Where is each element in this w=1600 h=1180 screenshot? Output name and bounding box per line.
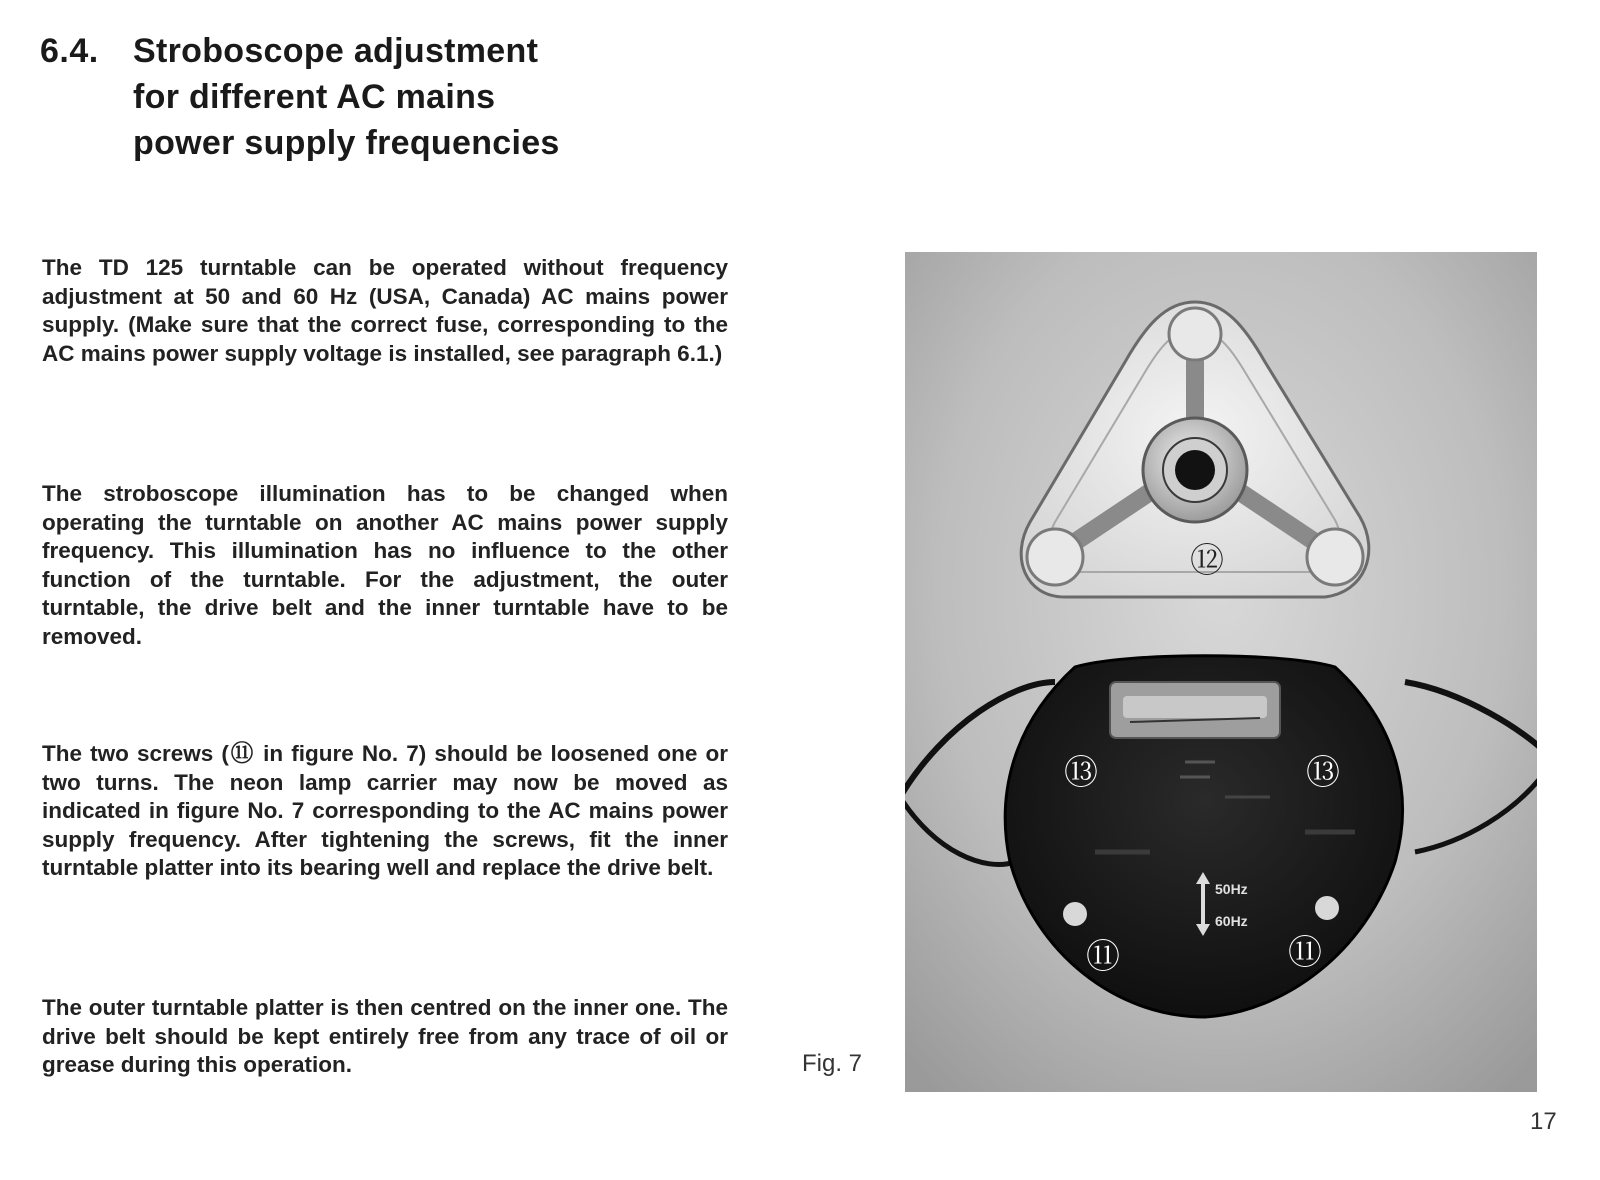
- callout-13-left: ⑬: [1064, 753, 1098, 793]
- callout-12: ⑫: [1190, 541, 1224, 581]
- callout-13-right: ⑬: [1306, 753, 1340, 793]
- figure-7-photo: [905, 252, 1537, 1092]
- callout-11-right: ⑪: [1288, 933, 1322, 973]
- section-heading: [133, 28, 753, 166]
- figure-label: Fig. 7: [802, 1050, 863, 1077]
- freq-label-50hz: 50Hz: [1215, 881, 1248, 897]
- paragraph-screw-adjustment: The two screws (⑪ in figure No. 7) should be loosened one or two turns. The neon lamp carrier may now be moved as indicated in figure No. 7 corresponding to the AC mains power supply frequency. After tightening the screws, fit the inner turntable platter into its bearing well and replace the drive belt.: [42, 741, 728, 880]
- heading-line-3: power supply frequencies: [133, 124, 560, 162]
- heading-line-1: Stroboscope adjustment: [133, 32, 539, 70]
- heading-line-2: for different AC mains: [133, 78, 496, 116]
- page-number: 17: [1530, 1108, 1557, 1135]
- callout-11-left: ⑪: [1086, 937, 1120, 977]
- paragraph-stroboscope-illumination: The stroboscope illumination has to be changed when operating the turntable on another AC mains power supply frequency. This illumination has no influence to the other function of the turntable. For the adjustment, the outer turntable, the drive belt and the inner turntable have to be removed.: [42, 481, 728, 649]
- paragraph-frequency-operation: The TD 125 turntable can be operated without frequency adjustment at 50 and 60 Hz (USA, Canada) AC mains power supply. (Make sure that the correct fuse, corresponding to the AC mains power supply voltage is installed, see paragraph 6.1.): [42, 255, 728, 366]
- freq-label-60hz: 60Hz: [1215, 913, 1248, 929]
- section-number: 6.4.: [40, 32, 99, 70]
- paragraph-platter-centring: The outer turntable platter is then centred on the inner one. The drive belt should be kept entirely free from any trace of oil or grease during this operation.: [42, 995, 728, 1077]
